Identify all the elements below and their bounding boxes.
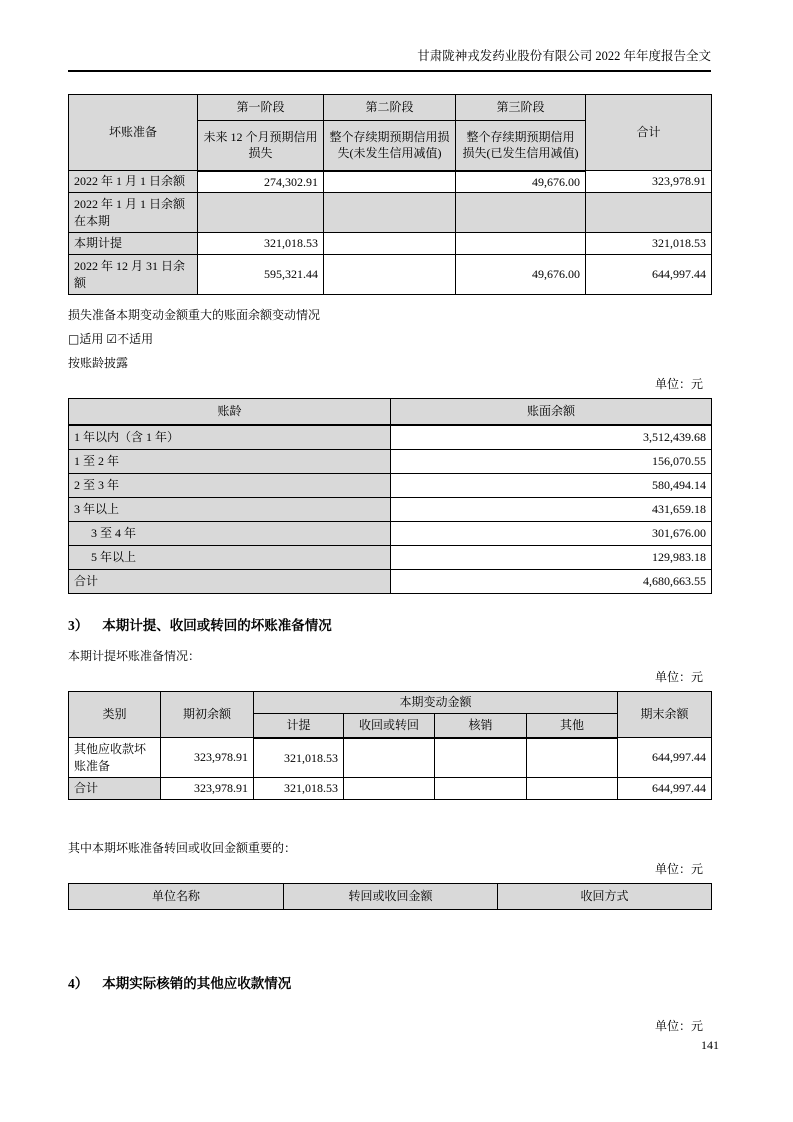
row-label: 3 年以上 xyxy=(69,498,391,522)
table-cell xyxy=(435,778,527,800)
row-label: 本期计提 xyxy=(69,233,198,255)
report-title: 甘肃陇神戎发药业股份有限公司 2022 年年度报告全文 xyxy=(417,49,711,63)
section-heading-4 xyxy=(68,972,711,992)
table-cell xyxy=(324,255,456,295)
balance-column-header: 账面余额 xyxy=(391,399,712,426)
table-cell: 644,997.44 xyxy=(618,778,712,800)
table-cell xyxy=(527,778,618,800)
category-column-header: 类别 xyxy=(69,692,161,738)
row-label: 1 年以内（含 1 年） xyxy=(69,425,391,450)
row-label: 2022 年 1 月 1 日余额在本期 xyxy=(69,193,198,233)
closing-balance-header: 期末余额 xyxy=(618,692,712,738)
stage3-subheader: 整个存续期预期信用损失(已发生信用减值) xyxy=(456,121,586,171)
row-label: 2022 年 1 月 1 日余额 xyxy=(69,171,198,193)
row-label: 3 至 4 年 xyxy=(69,522,391,546)
table-cell xyxy=(527,738,618,778)
table-cell xyxy=(324,233,456,255)
table-row xyxy=(69,233,712,255)
table-cell: 156,070.55 xyxy=(391,450,712,474)
table-cell xyxy=(344,778,435,800)
table-cell: 4,680,663.55 xyxy=(391,570,712,594)
stage1-header: 第一阶段 xyxy=(198,95,324,121)
table-cell: 321,018.53 xyxy=(254,738,344,778)
table-cell: 580,494.14 xyxy=(391,474,712,498)
total-header: 合计 xyxy=(586,95,712,171)
writeoff-header: 核销 xyxy=(435,714,527,738)
table-row xyxy=(69,450,712,474)
row-label: 合计 xyxy=(69,570,391,594)
stage3-header: 第三阶段 xyxy=(456,95,586,121)
applicability-line xyxy=(68,331,711,347)
table-cell xyxy=(324,171,456,193)
unit-label: 单位：元 xyxy=(654,377,703,391)
provision-movement-table xyxy=(68,691,712,800)
section-title: 本期实际核销的其他应收款情况 xyxy=(102,976,292,991)
stage2-header: 第二阶段 xyxy=(324,95,456,121)
table-cell: 301,676.00 xyxy=(391,522,712,546)
table-cell: 129,983.18 xyxy=(391,546,712,570)
table-cell xyxy=(456,233,586,255)
not-applicable-label: 不适用 xyxy=(117,332,154,346)
unit-label: 单位：元 xyxy=(654,862,703,876)
table-cell: 321,018.53 xyxy=(198,233,324,255)
table-row xyxy=(69,738,712,778)
table-cell: 323,978.91 xyxy=(586,171,712,193)
table-row xyxy=(69,498,712,522)
table-cell: 49,676.00 xyxy=(456,255,586,295)
table-cell: 49,676.00 xyxy=(456,171,586,193)
table-cell: 644,997.44 xyxy=(586,255,712,295)
table-cell: 321,018.53 xyxy=(586,233,712,255)
unit-name-header: 单位名称 xyxy=(69,884,284,910)
aging-table xyxy=(68,398,712,594)
aging-disclosure-note: 按账龄披露 xyxy=(68,356,129,370)
table-row xyxy=(69,546,712,570)
table-row xyxy=(69,522,712,546)
table-cell: 595,321.44 xyxy=(198,255,324,295)
accrual-header: 计提 xyxy=(254,714,344,738)
checkbox-checked-icon: ☑ xyxy=(106,332,118,346)
stage2-subheader: 整个存续期预期信用损失(未发生信用减值) xyxy=(324,121,456,171)
table-cell xyxy=(586,193,712,233)
table-cell: 644,997.44 xyxy=(618,738,712,778)
unit-label: 单位：元 xyxy=(654,670,703,684)
section-title: 本期计提、收回或转回的坏账准备情况 xyxy=(102,618,332,633)
table-row xyxy=(69,778,712,800)
bad-debt-stage-table xyxy=(68,94,712,295)
row-label: 1 至 2 年 xyxy=(69,450,391,474)
table-cell xyxy=(198,193,324,233)
table-row xyxy=(69,570,712,594)
applicable-label: 适用 xyxy=(79,332,104,346)
unit-label: 单位：元 xyxy=(654,1019,703,1033)
checkbox-unchecked-icon: □ xyxy=(68,332,80,346)
current-provision-note: 本期计提坏账准备情况： xyxy=(68,649,201,663)
page-number: 141 xyxy=(701,1038,719,1052)
table-cell: 3,512,439.68 xyxy=(391,425,712,450)
recovery-method-header: 收回方式 xyxy=(498,884,712,910)
table-row xyxy=(69,193,712,233)
table-cell: 323,978.91 xyxy=(161,778,254,800)
stage-table-corner-header: 坏账准备 xyxy=(69,95,198,171)
loss-change-note: 损失准备本期变动金额重大的账面余额变动情况 xyxy=(68,308,321,322)
row-label: 2 至 3 年 xyxy=(69,474,391,498)
period-change-group-header: 本期变动金额 xyxy=(254,692,618,714)
section-number: 3） xyxy=(68,618,89,633)
section-heading-3 xyxy=(68,614,711,634)
row-label: 其他应收款坏账准备 xyxy=(69,738,161,778)
table-cell xyxy=(344,738,435,778)
table-cell xyxy=(435,738,527,778)
important-recovery-note: 其中本期坏账准备转回或收回金额重要的： xyxy=(68,841,297,855)
table-row xyxy=(69,255,712,295)
document-header xyxy=(68,0,711,72)
row-label: 合计 xyxy=(69,778,161,800)
table-row xyxy=(69,474,712,498)
section-number: 4） xyxy=(68,976,89,991)
row-label: 5 年以上 xyxy=(69,546,391,570)
recovered-amount-header: 转回或收回金额 xyxy=(284,884,498,910)
table-cell xyxy=(324,193,456,233)
stage1-subheader: 未来 12 个月预期信用损失 xyxy=(198,121,324,171)
table-row xyxy=(69,425,712,450)
aging-column-header: 账龄 xyxy=(69,399,391,426)
table-cell: 274,302.91 xyxy=(198,171,324,193)
table-cell: 321,018.53 xyxy=(254,778,344,800)
table-cell xyxy=(456,193,586,233)
opening-balance-header: 期初余额 xyxy=(161,692,254,738)
table-cell: 323,978.91 xyxy=(161,738,254,778)
table-row xyxy=(69,171,712,193)
recover-header: 收回或转回 xyxy=(344,714,435,738)
other-header: 其他 xyxy=(527,714,618,738)
row-label: 2022 年 12 月 31 日余额 xyxy=(69,255,198,295)
table-cell: 431,659.18 xyxy=(391,498,712,522)
recovery-table xyxy=(68,883,712,910)
